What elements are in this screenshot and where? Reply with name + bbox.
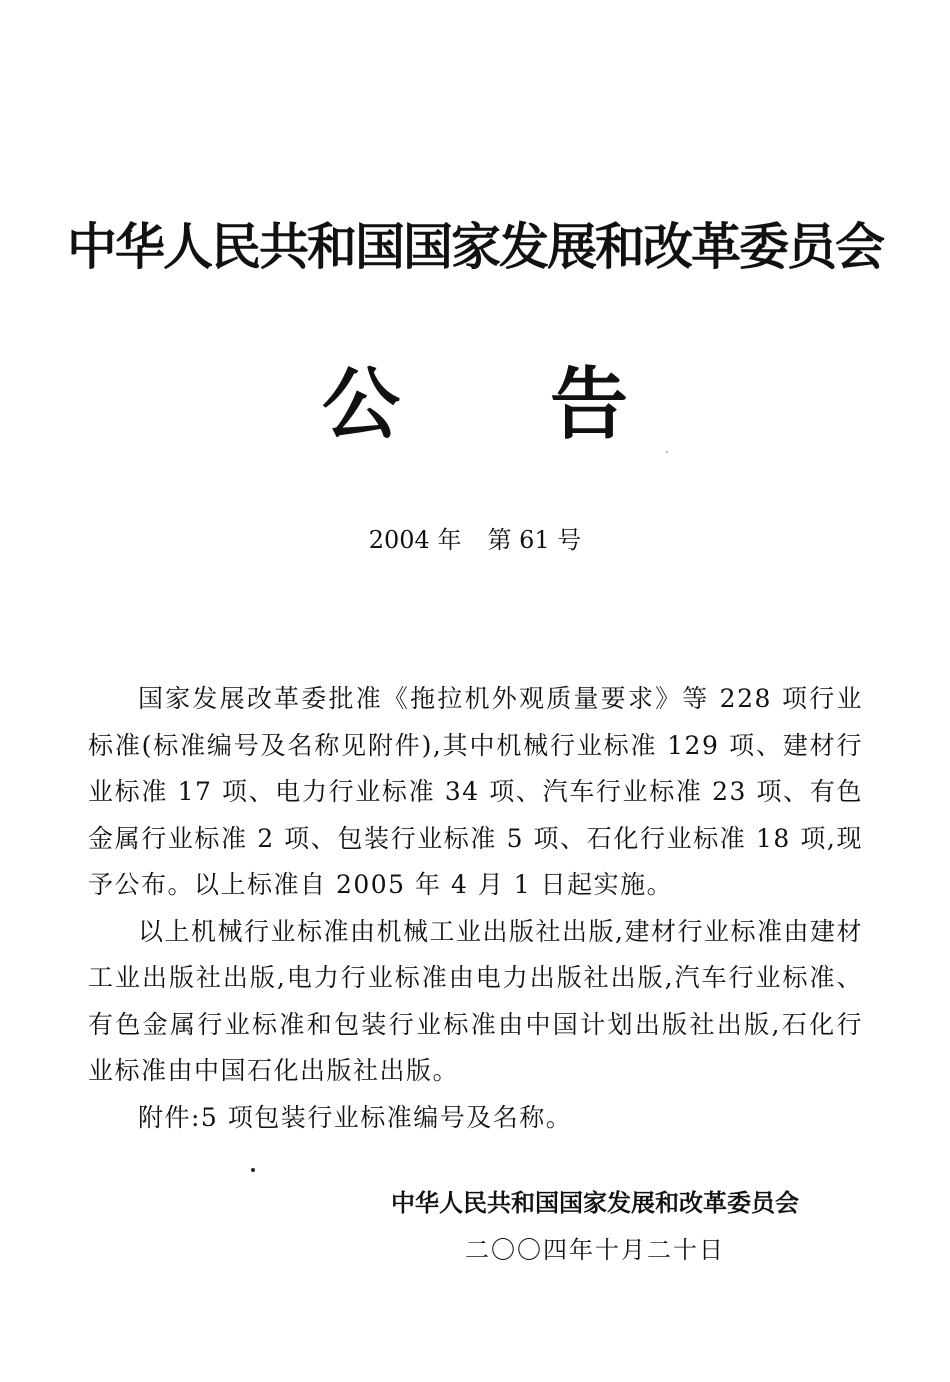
scan-speck (666, 451, 668, 453)
notice-heading-char-1: 公 (321, 360, 400, 450)
document-year: 2004 年 (368, 526, 462, 554)
body-paragraph-1: 国家发展改革委批准《拖拉机外观质量要求》等 228 项行业标准(标准编号及名称见附件),其中机械行业标准 129 项、建材行业标准 17 项、电力行业标准 34 项、汽车行业标准 23 项、有色金属行业标准 2 项、包装行业标准 5 项、石化行业标准 18 项,现予公布。以上标准自 2005 年 4 月 1 日起实施。 (88, 684, 863, 899)
document-number (0, 522, 950, 558)
signature-date: 二〇〇四年十月二十日 (465, 1236, 725, 1264)
document-issue-number: 第 61 号 (487, 526, 582, 554)
body-paragraph-2: 以上机械行业标准由机械工业出版社出版,建材行业标准由建材工业出版社出版,电力行业标准由电力出版社出版,汽车行业标准、有色金属行业标准和包装行业标准由中国计划出版社出版,石化行业标准由中国石化出版社出版。 (88, 916, 863, 1085)
signature-organization: 中华人民共和国国家发展和改革委员会 (391, 1189, 799, 1217)
notice-heading-char-2: 告 (550, 360, 629, 450)
body-paragraph-attachment: 附件:5 项包装行业标准编号及名称。 (138, 1102, 573, 1132)
issuer-title: 中华人民共和国国家发展和改革委员会 (67, 218, 883, 276)
scan-dot (251, 1168, 255, 1172)
notice-body (88, 676, 863, 1141)
notice-heading (0, 355, 950, 455)
